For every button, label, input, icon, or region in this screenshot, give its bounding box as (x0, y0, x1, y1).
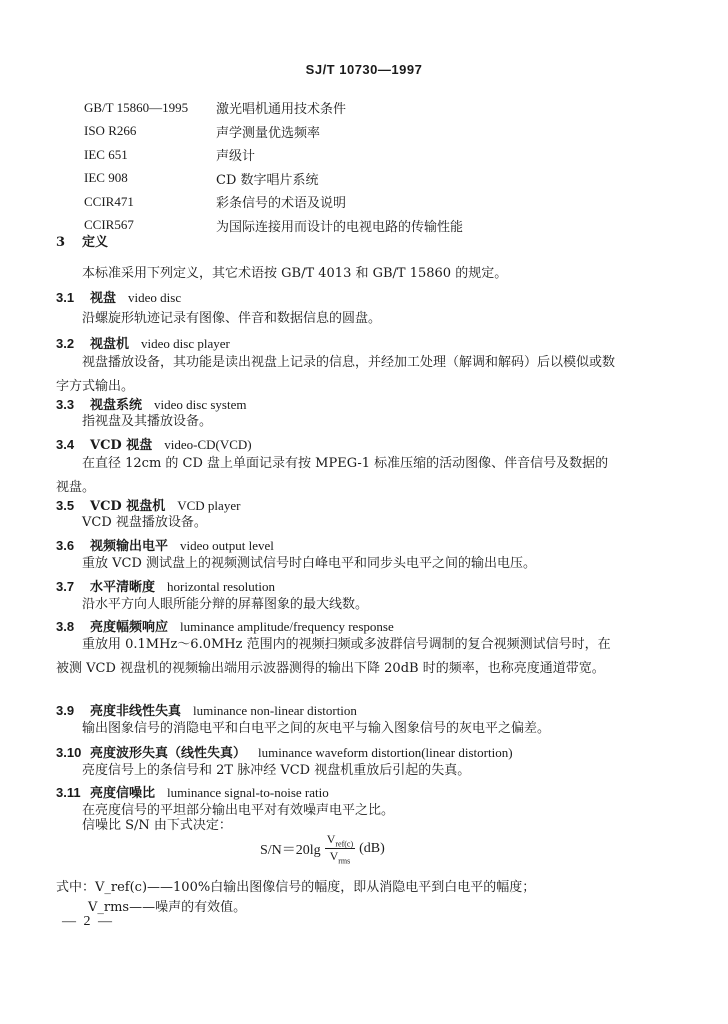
definition-body: 指视盘及其播放设备。 (82, 414, 213, 429)
reference-code: CCIR567 (84, 217, 134, 233)
definition-number: 3.7 (56, 579, 75, 594)
reference-item (84, 120, 463, 144)
snr-intro: 信噪比 S/N 由下式决定： (82, 818, 232, 833)
definition-body: 重放用 0.1MHz～6.0MHz 范围内的视频扫频或多波群信号调制的复合视频测试信号时，在被测 VCD 视盘机的视频输出端用示波器测得的输出下降 20dB 时的频率，也称亮度通道带宽。 (56, 637, 611, 676)
definition-term-en: video disc system (154, 397, 247, 412)
reference-title: 声学测量优选频率 (216, 125, 321, 141)
reference-code: IEC 651 (84, 146, 128, 162)
definition-term-en: VCD player (177, 498, 241, 513)
where-line-1: 式中：V_ref(c)——100%白输出图像信号的幅度，即从消隐电平到白电平的幅度； (56, 880, 536, 895)
definition-body: 沿螺旋形轨迹记录有图像、伴音和数据信息的圆盘。 (82, 311, 382, 326)
definition-term: 亮度波形失真（线性失真） (90, 746, 247, 761)
definition-term-en: luminance waveform distortion(linear distortion) (258, 745, 513, 760)
definition-number: 3.5 (56, 498, 75, 513)
where-line-2: V_rms——噪声的有效值。 (88, 900, 247, 915)
definition-term: VCD 视盘 (90, 438, 153, 453)
reference-item (84, 143, 463, 167)
equation-lhs: S/N＝20lg (260, 842, 321, 858)
definition-term-en: horizontal resolution (167, 579, 275, 594)
section-number: 3 (56, 235, 66, 250)
definition-heading (56, 333, 628, 352)
definition-body: 输出图象信号的消隐电平和白电平之间的灰电平与输入图象信号的灰电平之偏差。 (82, 721, 551, 736)
definition-term: 亮度幅频响应 (90, 620, 169, 635)
definition-term: 视盘机 (90, 337, 130, 352)
section-heading (56, 231, 108, 250)
definition-heading (56, 287, 628, 306)
reference-title: CD 数字唱片系统 (216, 172, 319, 188)
equation-denominator: $V_{rms}$ (329, 849, 351, 866)
definition-term-en: video output level (180, 538, 274, 553)
section-title: 定义 (82, 235, 109, 250)
intro-paragraph: 本标准采用下列定义，其它术语按 GB/T 4013 和 GB/T 15860 的规定。 (82, 266, 508, 281)
reference-code: CCIR471 (84, 193, 134, 209)
definition-term-en: luminance non-linear distortion (193, 703, 357, 718)
equation-numerator: $V_{ref(c)}$ (326, 832, 354, 849)
definition-number: 3.4 (56, 437, 75, 452)
reference-title: 激光唱机通用技术条件 (216, 102, 347, 118)
definition-number: 3.1 (56, 290, 75, 305)
reference-list (84, 96, 463, 237)
definition-body: 沿水平方向人眼所能分辩的屏幕图象的最大线数。 (82, 597, 369, 612)
reference-code: IEC 908 (84, 170, 128, 186)
definition-body: 重放 VCD 测试盘上的视频测试信号时白峰电平和同步头电平之间的输出电压。 (82, 556, 537, 571)
definition-number: 3.3 (56, 397, 75, 412)
definition-number: 3.2 (56, 336, 75, 351)
definition-body: 亮度信号上的条信号和 2T 脉冲经 VCD 视盘机重放后引起的失真。 (82, 763, 471, 778)
definition-term-en: video-CD(VCD) (164, 437, 252, 452)
definition-term: 视频输出电平 (90, 539, 169, 554)
definition-term: 亮度信噪比 (90, 786, 156, 801)
snr-equation (260, 832, 385, 866)
definition-term-en: luminance amplitude/frequency response (180, 619, 394, 634)
definition-number: 3.11 (56, 785, 81, 800)
definition-term: VCD 视盘机 (90, 499, 166, 514)
page-number: — 2 — (62, 914, 114, 929)
reference-item (84, 167, 463, 191)
definition-term: 视盘系统 (90, 398, 143, 413)
reference-code: GB/T 15860—1995 (84, 99, 189, 115)
reference-title: 为国际连接用而设计的电视电路的传输性能 (216, 219, 464, 235)
definition-term-en: video disc (128, 290, 182, 305)
definition-heading (56, 434, 628, 453)
definition-term: 水平清晰度 (90, 580, 156, 595)
definition-body: 视盘播放设备，其功能是读出视盘上记录的信息，并经加工处理（解调和解码）后以模似或数字方式输出。 (56, 355, 616, 394)
reference-title: 彩条信号的术语及说明 (216, 196, 347, 212)
definition-number: 3.6 (56, 538, 75, 553)
reference-item (84, 190, 463, 214)
reference-title: 声级计 (216, 149, 256, 165)
definition-term-en: video disc player (141, 336, 230, 351)
definition-number: 3.9 (56, 703, 75, 718)
definition-term: 视盘 (90, 291, 117, 306)
definition-body: 在亮度信号的平坦部分输出电平对有效噪声电平之比。 (82, 803, 395, 818)
definition-body: VCD 视盘播放设备。 (82, 515, 207, 530)
definition-term-en: luminance signal-to-noise ratio (167, 785, 329, 800)
definition-number: 3.8 (56, 619, 75, 634)
reference-code: ISO R266 (84, 123, 137, 139)
reference-item (84, 96, 463, 120)
definition-body: 在直径 12cm 的 CD 盘上单面记录有按 MPEG-1 标准压缩的活动图像、伴音信号及数据的视盘。 (56, 456, 609, 495)
equation-unit: (dB) (359, 840, 385, 856)
definition-number: 3.10 (56, 745, 82, 760)
reference-item (84, 214, 463, 238)
equation-fraction (325, 832, 355, 866)
definition-term: 亮度非线性失真 (90, 704, 182, 719)
standard-header: SJ/T 10730—1997 (305, 62, 423, 77)
